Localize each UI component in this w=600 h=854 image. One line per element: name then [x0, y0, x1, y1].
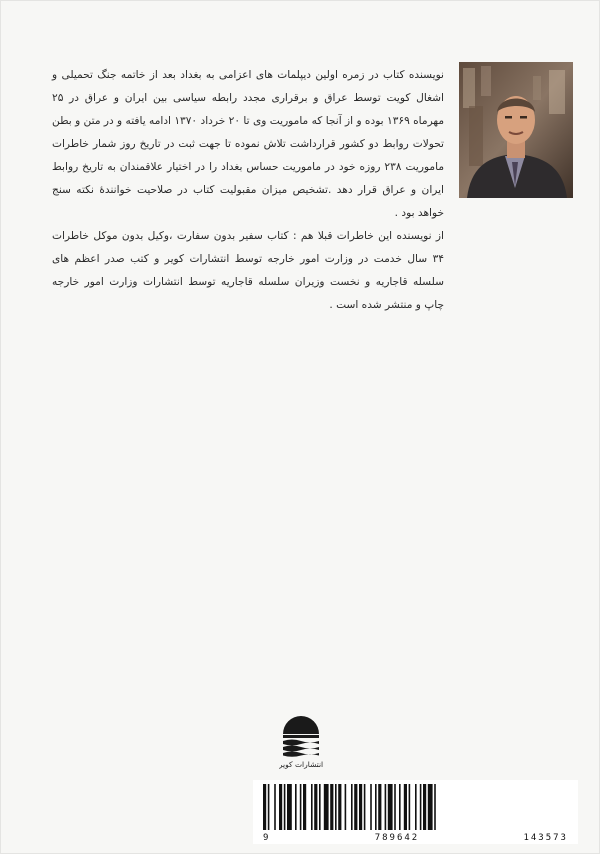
barcode-bar — [300, 784, 302, 830]
barcode-bar — [335, 784, 337, 830]
barcode-bar — [364, 784, 366, 830]
barcode-bar — [311, 784, 313, 830]
barcode-bar — [268, 784, 270, 830]
barcode-bar — [359, 784, 362, 830]
barcode-bar — [338, 784, 341, 830]
barcode-bar — [279, 784, 282, 830]
barcode-bar — [434, 784, 436, 830]
barcode-bar — [385, 784, 387, 830]
barcode-bar — [375, 784, 377, 830]
barcode-bar — [404, 784, 407, 830]
barcode-bar — [287, 784, 292, 830]
barcode-bar — [351, 784, 353, 830]
barcode-digits-right: 143573 — [523, 833, 568, 843]
barcode-bars — [253, 780, 578, 832]
barcode-bar — [388, 784, 393, 830]
barcode-bar — [378, 784, 381, 830]
author-photo — [459, 62, 573, 198]
barcode-bar — [423, 784, 426, 830]
barcode-bar — [399, 784, 401, 830]
barcode-bar — [324, 784, 329, 830]
barcode-bar — [274, 784, 276, 830]
publisher-logo — [279, 712, 323, 770]
barcode-digits-left: 789642 — [374, 833, 420, 843]
barcode-digit-first: 9 — [263, 833, 271, 843]
barcode-bar — [420, 784, 422, 830]
barcode-bar — [428, 784, 433, 830]
barcode-bar — [415, 784, 417, 830]
barcode-bar — [370, 784, 372, 830]
barcode-bar — [295, 784, 297, 830]
isbn-barcode — [253, 780, 578, 844]
barcode-bar — [394, 784, 396, 830]
barcode-bar — [319, 784, 321, 830]
barcode-digits — [253, 833, 578, 843]
barcode-bar — [354, 784, 357, 830]
author-portrait-image — [459, 62, 573, 198]
publisher-logo-icon — [279, 712, 323, 770]
barcode-bar — [303, 784, 306, 830]
barcode-bar — [409, 784, 411, 830]
barcode-bar — [263, 784, 266, 830]
barcode-bar — [330, 784, 333, 830]
barcode-bar — [345, 784, 347, 830]
blurb-paragraph-1: نویسنده کتاب در زمره اولین دیپلمات های اعزامی به بغداد بعد از خاتمه جنگ تحمیلی و اشغال کویت توسط عراق و برقراری مجدد رابطه سیاسی بین ایران و عراق در ۲۵ مهرماه ۱۳۶۹ بوده و از آنجا که ماموریت وی تا ۲۰ خرداد ۱۳۷۰ ادامه یافته و در متن و بطن تحولات روابط دو کشور قرارداشت تلاش نموده تا جهت ثبت در تاریخ روز شمار خاطرات ماموریت ۲۳۸ روزه خود در ماموریت حساس بغداد را در اختیار علاقمندان به تاریخ روابط ایران و عراق قرار دهد .تشخیص میزان مقبولیت کتاب در صلاحیت خوانندهٔ نکته سنج خواهد بود . — [52, 69, 444, 219]
barcode-bar — [284, 784, 286, 830]
blurb-paragraph-2: از نویسنده این خاطرات قبلا هم : کتاب سفیر بدون سفارت ،وکیل بدون موکل خاطرات ۳۴ سال خدمت در وزارت امور خارجه توسط انتشارات کویر و کتب صدر اعظم های سلسله قاجاریه و نخست وزیران سلسله قاجاریه توسط انتشارات وزارت امور خارجه چاپ و منتشر شده است . — [52, 230, 444, 311]
book-blurb — [52, 64, 444, 317]
publisher-logo-text: انتشارات کویر — [279, 760, 323, 769]
barcode-bar — [314, 784, 317, 830]
